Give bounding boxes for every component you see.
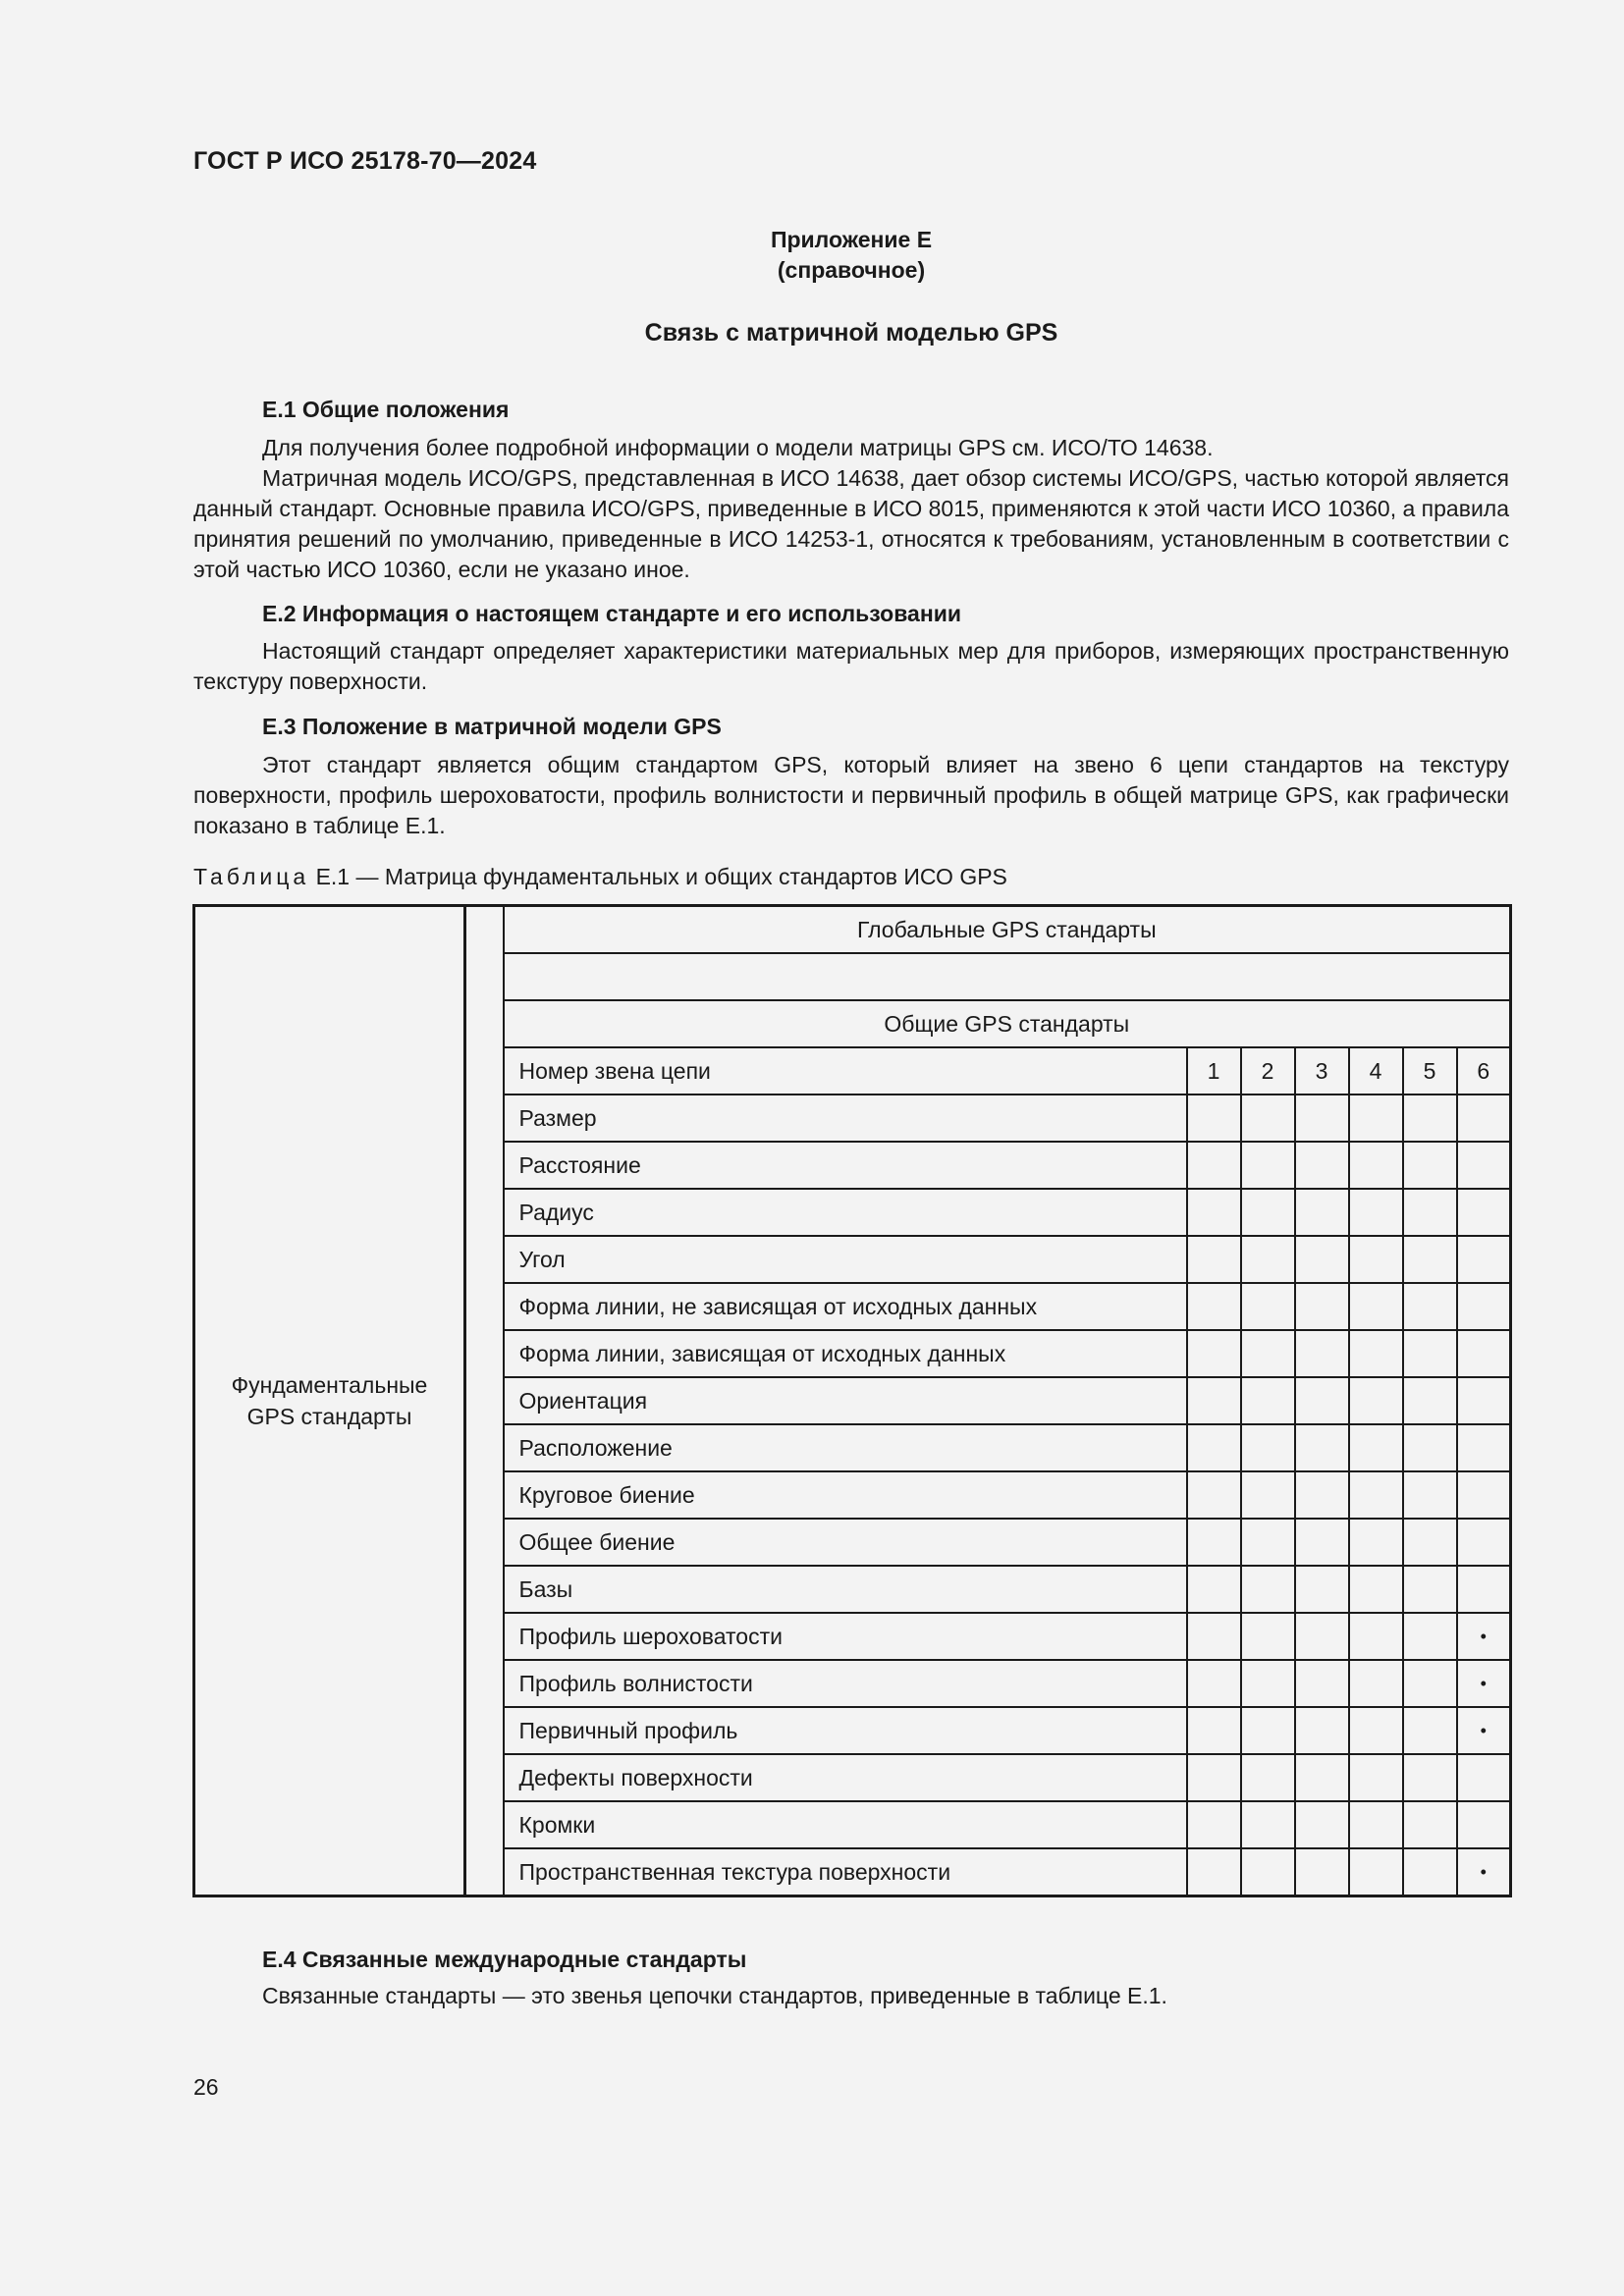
chain-cell-4 (1349, 1189, 1403, 1236)
chain-cell-4 (1349, 1848, 1403, 1896)
chain-number-6: 6 (1457, 1047, 1511, 1095)
chain-cell-3 (1295, 1377, 1349, 1424)
empty-header-cell (504, 953, 1511, 1000)
chain-cell-1 (1187, 1142, 1241, 1189)
section-e2-title: Е.2 Информация о настоящем стандарте и его использовании (262, 601, 962, 626)
fundamental-standards-cell (194, 906, 465, 1896)
chain-cell-3 (1295, 1142, 1349, 1189)
chain-cell-4 (1349, 1613, 1403, 1660)
chain-cell-5 (1403, 1377, 1457, 1424)
chain-number-2: 2 (1241, 1047, 1295, 1095)
chain-cell-6 (1457, 1471, 1511, 1519)
chain-cell-3 (1295, 1330, 1349, 1377)
chain-cell-2 (1241, 1424, 1295, 1471)
annex-name: Связь с матричной моделью GPS (644, 319, 1058, 347)
row-label: Форма линии, не зависящая от исходных данных (504, 1283, 1187, 1330)
chain-cell-5 (1403, 1236, 1457, 1283)
chain-cell-6 (1457, 1519, 1511, 1566)
chain-cell-2 (1241, 1801, 1295, 1848)
fundamental-standards-label: Фундаментальные GPS стандарты (231, 1372, 428, 1429)
chain-cell-2 (1241, 1283, 1295, 1330)
chain-cell-5 (1403, 1424, 1457, 1471)
chain-cell-4 (1349, 1566, 1403, 1613)
chain-cell-4 (1349, 1377, 1403, 1424)
chain-cell-3 (1295, 1189, 1349, 1236)
chain-cell-6 (1457, 1424, 1511, 1471)
chain-cell-2 (1241, 1142, 1295, 1189)
chain-cell-6: • (1457, 1707, 1511, 1754)
global-standards-header: Глобальные GPS стандарты (504, 906, 1511, 954)
chain-cell-1 (1187, 1566, 1241, 1613)
chain-cell-4 (1349, 1424, 1403, 1471)
chain-cell-1 (1187, 1283, 1241, 1330)
chain-cell-1 (1187, 1095, 1241, 1142)
annex-title: Приложение Е (770, 227, 933, 252)
chain-cell-5 (1403, 1848, 1457, 1896)
gps-matrix-table (192, 904, 1512, 1897)
chain-cell-3 (1295, 1095, 1349, 1142)
chain-cell-5 (1403, 1095, 1457, 1142)
row-label: Расстояние (504, 1142, 1187, 1189)
document-header: ГОСТ Р ИСО 25178-70—2024 (193, 147, 537, 175)
chain-number-1: 1 (1187, 1047, 1241, 1095)
chain-cell-6 (1457, 1095, 1511, 1142)
chain-cell-3 (1295, 1283, 1349, 1330)
chain-cell-1 (1187, 1660, 1241, 1707)
chain-cell-6: • (1457, 1660, 1511, 1707)
chain-cell-4 (1349, 1095, 1403, 1142)
section-e3-paragraph-1: Этот стандарт является общим стандартом GPS, который влияет на звено 6 цепи стандартов на текстуру поверхности, профиль шероховатости, профиль волнистости и первичный профиль в общей матрице GPS, как графически показано в таблице Е.1. (193, 752, 1509, 838)
chain-number-3: 3 (1295, 1047, 1349, 1095)
chain-cell-2 (1241, 1330, 1295, 1377)
section-e4-paragraph-1: Связанные стандарты — это звенья цепочки стандартов, приведенные в таблице Е.1. (262, 1983, 1167, 2008)
row-label: Дефекты поверхности (504, 1754, 1187, 1801)
chain-cell-4 (1349, 1519, 1403, 1566)
section-e1-title: Е.1 Общие положения (262, 397, 510, 422)
chain-cell-3 (1295, 1471, 1349, 1519)
table-caption-label: Таблица (193, 864, 310, 889)
chain-cell-1 (1187, 1189, 1241, 1236)
table-row-global (194, 906, 1511, 954)
chain-number-4: 4 (1349, 1047, 1403, 1095)
chain-cell-4 (1349, 1707, 1403, 1754)
chain-cell-5 (1403, 1707, 1457, 1754)
row-label: Общее биение (504, 1519, 1187, 1566)
chain-cell-3 (1295, 1754, 1349, 1801)
chain-cell-3 (1295, 1801, 1349, 1848)
chain-cell-2 (1241, 1236, 1295, 1283)
chain-cell-5 (1403, 1142, 1457, 1189)
chain-cell-2 (1241, 1471, 1295, 1519)
general-standards-header: Общие GPS стандарты (504, 1000, 1511, 1047)
chain-cell-1 (1187, 1471, 1241, 1519)
chain-cell-5 (1403, 1189, 1457, 1236)
chain-cell-6 (1457, 1754, 1511, 1801)
chain-cell-5 (1403, 1330, 1457, 1377)
chain-cell-1 (1187, 1519, 1241, 1566)
chain-cell-3 (1295, 1660, 1349, 1707)
chain-link-header: Номер звена цепи (504, 1047, 1187, 1095)
row-label: Базы (504, 1566, 1187, 1613)
chain-cell-3 (1295, 1566, 1349, 1613)
row-label: Расположение (504, 1424, 1187, 1471)
section-e4-title: Е.4 Связанные международные стандарты (262, 1947, 747, 1972)
chain-cell-3 (1295, 1613, 1349, 1660)
chain-cell-1 (1187, 1754, 1241, 1801)
chain-cell-2 (1241, 1519, 1295, 1566)
chain-cell-1 (1187, 1330, 1241, 1377)
chain-cell-2 (1241, 1377, 1295, 1424)
chain-cell-1 (1187, 1801, 1241, 1848)
section-e1-paragraph-2: Матричная модель ИСО/GPS, представленная в ИСО 14638, дает обзор системы ИСО/GPS, частью которой является данный стандарт. Основные правила ИСО/GPS, приведенные в ИСО 8015, применяются к этой части ИСО 10360, а правила принятия решений по умолчанию, приведенные в ИСО 14253-1, относятся к требованиям, установленным в соответствии с этой частью ИСО 10360, если не указано иное. (193, 465, 1509, 582)
chain-cell-4 (1349, 1754, 1403, 1801)
row-label: Первичный профиль (504, 1707, 1187, 1754)
chain-cell-4 (1349, 1660, 1403, 1707)
row-label: Кромки (504, 1801, 1187, 1848)
row-label: Форма линии, зависящая от исходных данных (504, 1330, 1187, 1377)
row-label: Профиль волнистости (504, 1660, 1187, 1707)
chain-cell-2 (1241, 1660, 1295, 1707)
page-number: 26 (193, 2074, 219, 2100)
chain-cell-4 (1349, 1471, 1403, 1519)
chain-cell-1 (1187, 1707, 1241, 1754)
chain-cell-6 (1457, 1377, 1511, 1424)
chain-cell-2 (1241, 1848, 1295, 1896)
section-e3-title: Е.3 Положение в матричной модели GPS (262, 714, 722, 739)
chain-cell-6 (1457, 1566, 1511, 1613)
chain-cell-6 (1457, 1283, 1511, 1330)
chain-cell-3 (1295, 1707, 1349, 1754)
row-label: Профиль шероховатости (504, 1613, 1187, 1660)
chain-number-5: 5 (1403, 1047, 1457, 1095)
table-caption-text: Е.1 — Матрица фундаментальных и общих стандартов ИСО GPS (309, 864, 1007, 889)
chain-cell-5 (1403, 1283, 1457, 1330)
chain-cell-3 (1295, 1424, 1349, 1471)
chain-cell-1 (1187, 1613, 1241, 1660)
chain-cell-5 (1403, 1660, 1457, 1707)
chain-cell-6 (1457, 1801, 1511, 1848)
chain-cell-5 (1403, 1754, 1457, 1801)
chain-cell-5 (1403, 1471, 1457, 1519)
chain-cell-4 (1349, 1236, 1403, 1283)
chain-cell-6 (1457, 1330, 1511, 1377)
chain-cell-6 (1457, 1189, 1511, 1236)
chain-cell-6: • (1457, 1848, 1511, 1896)
table-caption (193, 864, 1007, 890)
row-label: Круговое биение (504, 1471, 1187, 1519)
chain-cell-2 (1241, 1189, 1295, 1236)
annex-type: (справочное) (777, 257, 926, 283)
chain-cell-5 (1403, 1801, 1457, 1848)
chain-cell-1 (1187, 1424, 1241, 1471)
chain-cell-1 (1187, 1377, 1241, 1424)
chain-cell-5 (1403, 1613, 1457, 1660)
chain-cell-3 (1295, 1848, 1349, 1896)
chain-cell-2 (1241, 1613, 1295, 1660)
chain-cell-3 (1295, 1236, 1349, 1283)
chain-cell-2 (1241, 1754, 1295, 1801)
row-label: Размер (504, 1095, 1187, 1142)
chain-cell-6 (1457, 1236, 1511, 1283)
section-e1-paragraph-1: Для получения более подробной информации о модели матрицы GPS см. ИСО/ТО 14638. (262, 435, 1214, 460)
chain-cell-4 (1349, 1283, 1403, 1330)
chain-cell-6: • (1457, 1613, 1511, 1660)
chain-cell-4 (1349, 1330, 1403, 1377)
row-label: Угол (504, 1236, 1187, 1283)
chain-cell-5 (1403, 1519, 1457, 1566)
chain-cell-4 (1349, 1801, 1403, 1848)
chain-cell-2 (1241, 1566, 1295, 1613)
row-label: Пространственная текстура поверхности (504, 1848, 1187, 1896)
row-label: Ориентация (504, 1377, 1187, 1424)
chain-cell-1 (1187, 1236, 1241, 1283)
chain-cell-2 (1241, 1707, 1295, 1754)
chain-cell-3 (1295, 1519, 1349, 1566)
chain-cell-1 (1187, 1848, 1241, 1896)
chain-cell-5 (1403, 1566, 1457, 1613)
row-label: Радиус (504, 1189, 1187, 1236)
section-e2-paragraph-1: Настоящий стандарт определяет характеристики материальных мер для приборов, измеряющих пространственную текстуру поверхности. (193, 638, 1509, 694)
spacer-column (465, 906, 504, 1896)
chain-cell-4 (1349, 1142, 1403, 1189)
chain-cell-2 (1241, 1095, 1295, 1142)
chain-cell-6 (1457, 1142, 1511, 1189)
